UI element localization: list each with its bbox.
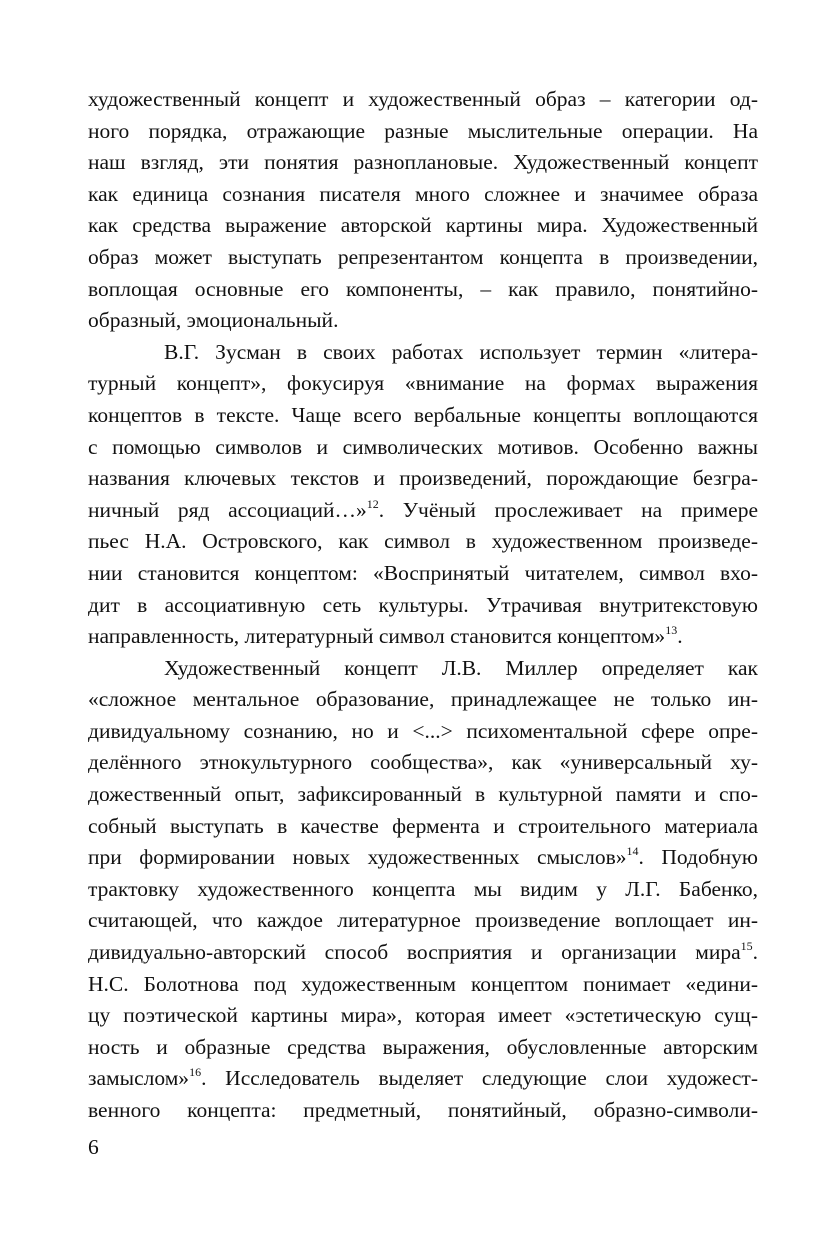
- page-number: 6: [88, 1135, 99, 1159]
- text-line: В.Г. Зусман в своих работах использует термин «литера-: [164, 339, 758, 364]
- text-line: собный выступать в качестве фермента и строительного материала: [88, 813, 758, 838]
- paragraph-3: [88, 653, 758, 1127]
- text-line: [88, 1063, 758, 1095]
- text-line: дивидуальному сознанию, но и <...> психоментальной сфере опре-: [88, 718, 758, 743]
- text-segment: .: [752, 940, 758, 965]
- text-segment: . Учёный прослеживает на примере: [378, 497, 758, 522]
- text-line: образ может выступать репрезентантом концепта в произведении,: [88, 244, 758, 269]
- text-line: художественный концепт и художественный образ – категории од-: [88, 87, 758, 111]
- text-segment: направленность, литературный символ становится концептом»: [88, 624, 666, 649]
- paragraph-1: [88, 84, 758, 337]
- text-line: пьес Н.А. Островского, как символ в художественном произведе-: [88, 529, 758, 554]
- text-line: Художественный концепт Л.В. Миллер определяет как: [164, 655, 758, 680]
- text-segment: . Исследователь выделяет следующие слои художест-: [201, 1066, 758, 1091]
- footnote-ref[interactable]: 13: [665, 623, 678, 638]
- text-line: как средства выражение авторской картины мира. Художественный: [88, 213, 758, 238]
- footnote-ref[interactable]: 12: [366, 496, 379, 511]
- text-line: с помощью символов и символических мотивов. Особенно важны: [88, 434, 758, 459]
- text-line: ность и образные средства выражения, обусловленные авторским: [88, 1034, 758, 1059]
- text-line: Н.С. Болотнова под художественным концептом понимает «едини-: [88, 971, 758, 996]
- footnote-ref[interactable]: 14: [626, 844, 639, 859]
- text-line: наш взгляд, эти понятия разноплановые. Художественный концепт: [88, 150, 758, 175]
- text-line: [88, 937, 758, 969]
- text-line: «сложное ментальное образование, принадлежащее не только ин-: [88, 687, 758, 712]
- paragraph-2: [88, 337, 758, 653]
- text-line: [88, 842, 758, 874]
- text-line: [88, 495, 758, 527]
- text-line: цу поэтической картины мира», которая имеет «эстетическую сущ-: [88, 1003, 758, 1028]
- text-line: названия ключевых текстов и произведений, порождающие безгра-: [88, 466, 758, 491]
- text-line: нии становится концептом: «Воспринятый читателем, символ вхо-: [88, 560, 758, 585]
- text-line: дит в ассоциативную сеть культуры. Утрачивая внутритекстовую: [88, 592, 758, 617]
- text-segment: ничный ряд ассоциаций…»: [88, 497, 367, 522]
- text-segment: .: [677, 624, 683, 649]
- text-segment: замыслом»: [88, 1066, 190, 1091]
- text-line: ного порядка, отражающие разные мыслительные операции. На: [88, 118, 758, 143]
- text-line: дожественный опыт, зафиксированный в культурной памяти и спо-: [88, 782, 758, 807]
- text-line: образный, эмоциональный.: [88, 308, 339, 333]
- text-line: считающей, что каждое литературное произведение воплощает ин-: [88, 908, 758, 933]
- footnote-ref[interactable]: 15: [740, 939, 753, 954]
- text-line: концептов в тексте. Чаще всего вербальные концепты воплощаются: [88, 402, 758, 427]
- text-line: турный концепт», фокусируя «внимание на формах выражения: [88, 371, 758, 396]
- text-line: венного концепта: предметный, понятийный, образно-символи-: [88, 1098, 758, 1122]
- text-line: как единица сознания писателя много сложнее и значимее образа: [88, 181, 758, 206]
- text-segment: . Подобную: [638, 845, 758, 870]
- footnote-ref[interactable]: 16: [189, 1065, 202, 1080]
- text-segment: при формировании новых художественных смыслов»: [88, 845, 627, 870]
- text-line: трактовку художественного концепта мы видим у Л.Г. Бабенко,: [88, 876, 758, 901]
- text-segment: дивидуально-авторский способ восприятия и организации мира: [88, 940, 741, 965]
- text-line: воплощая основные его компоненты, – как правило, понятийно-: [88, 276, 758, 301]
- text-line: [88, 621, 758, 653]
- page-body: [88, 84, 758, 1127]
- text-line: делённого этнокультурного сообщества», как «универсальный ху-: [88, 750, 758, 775]
